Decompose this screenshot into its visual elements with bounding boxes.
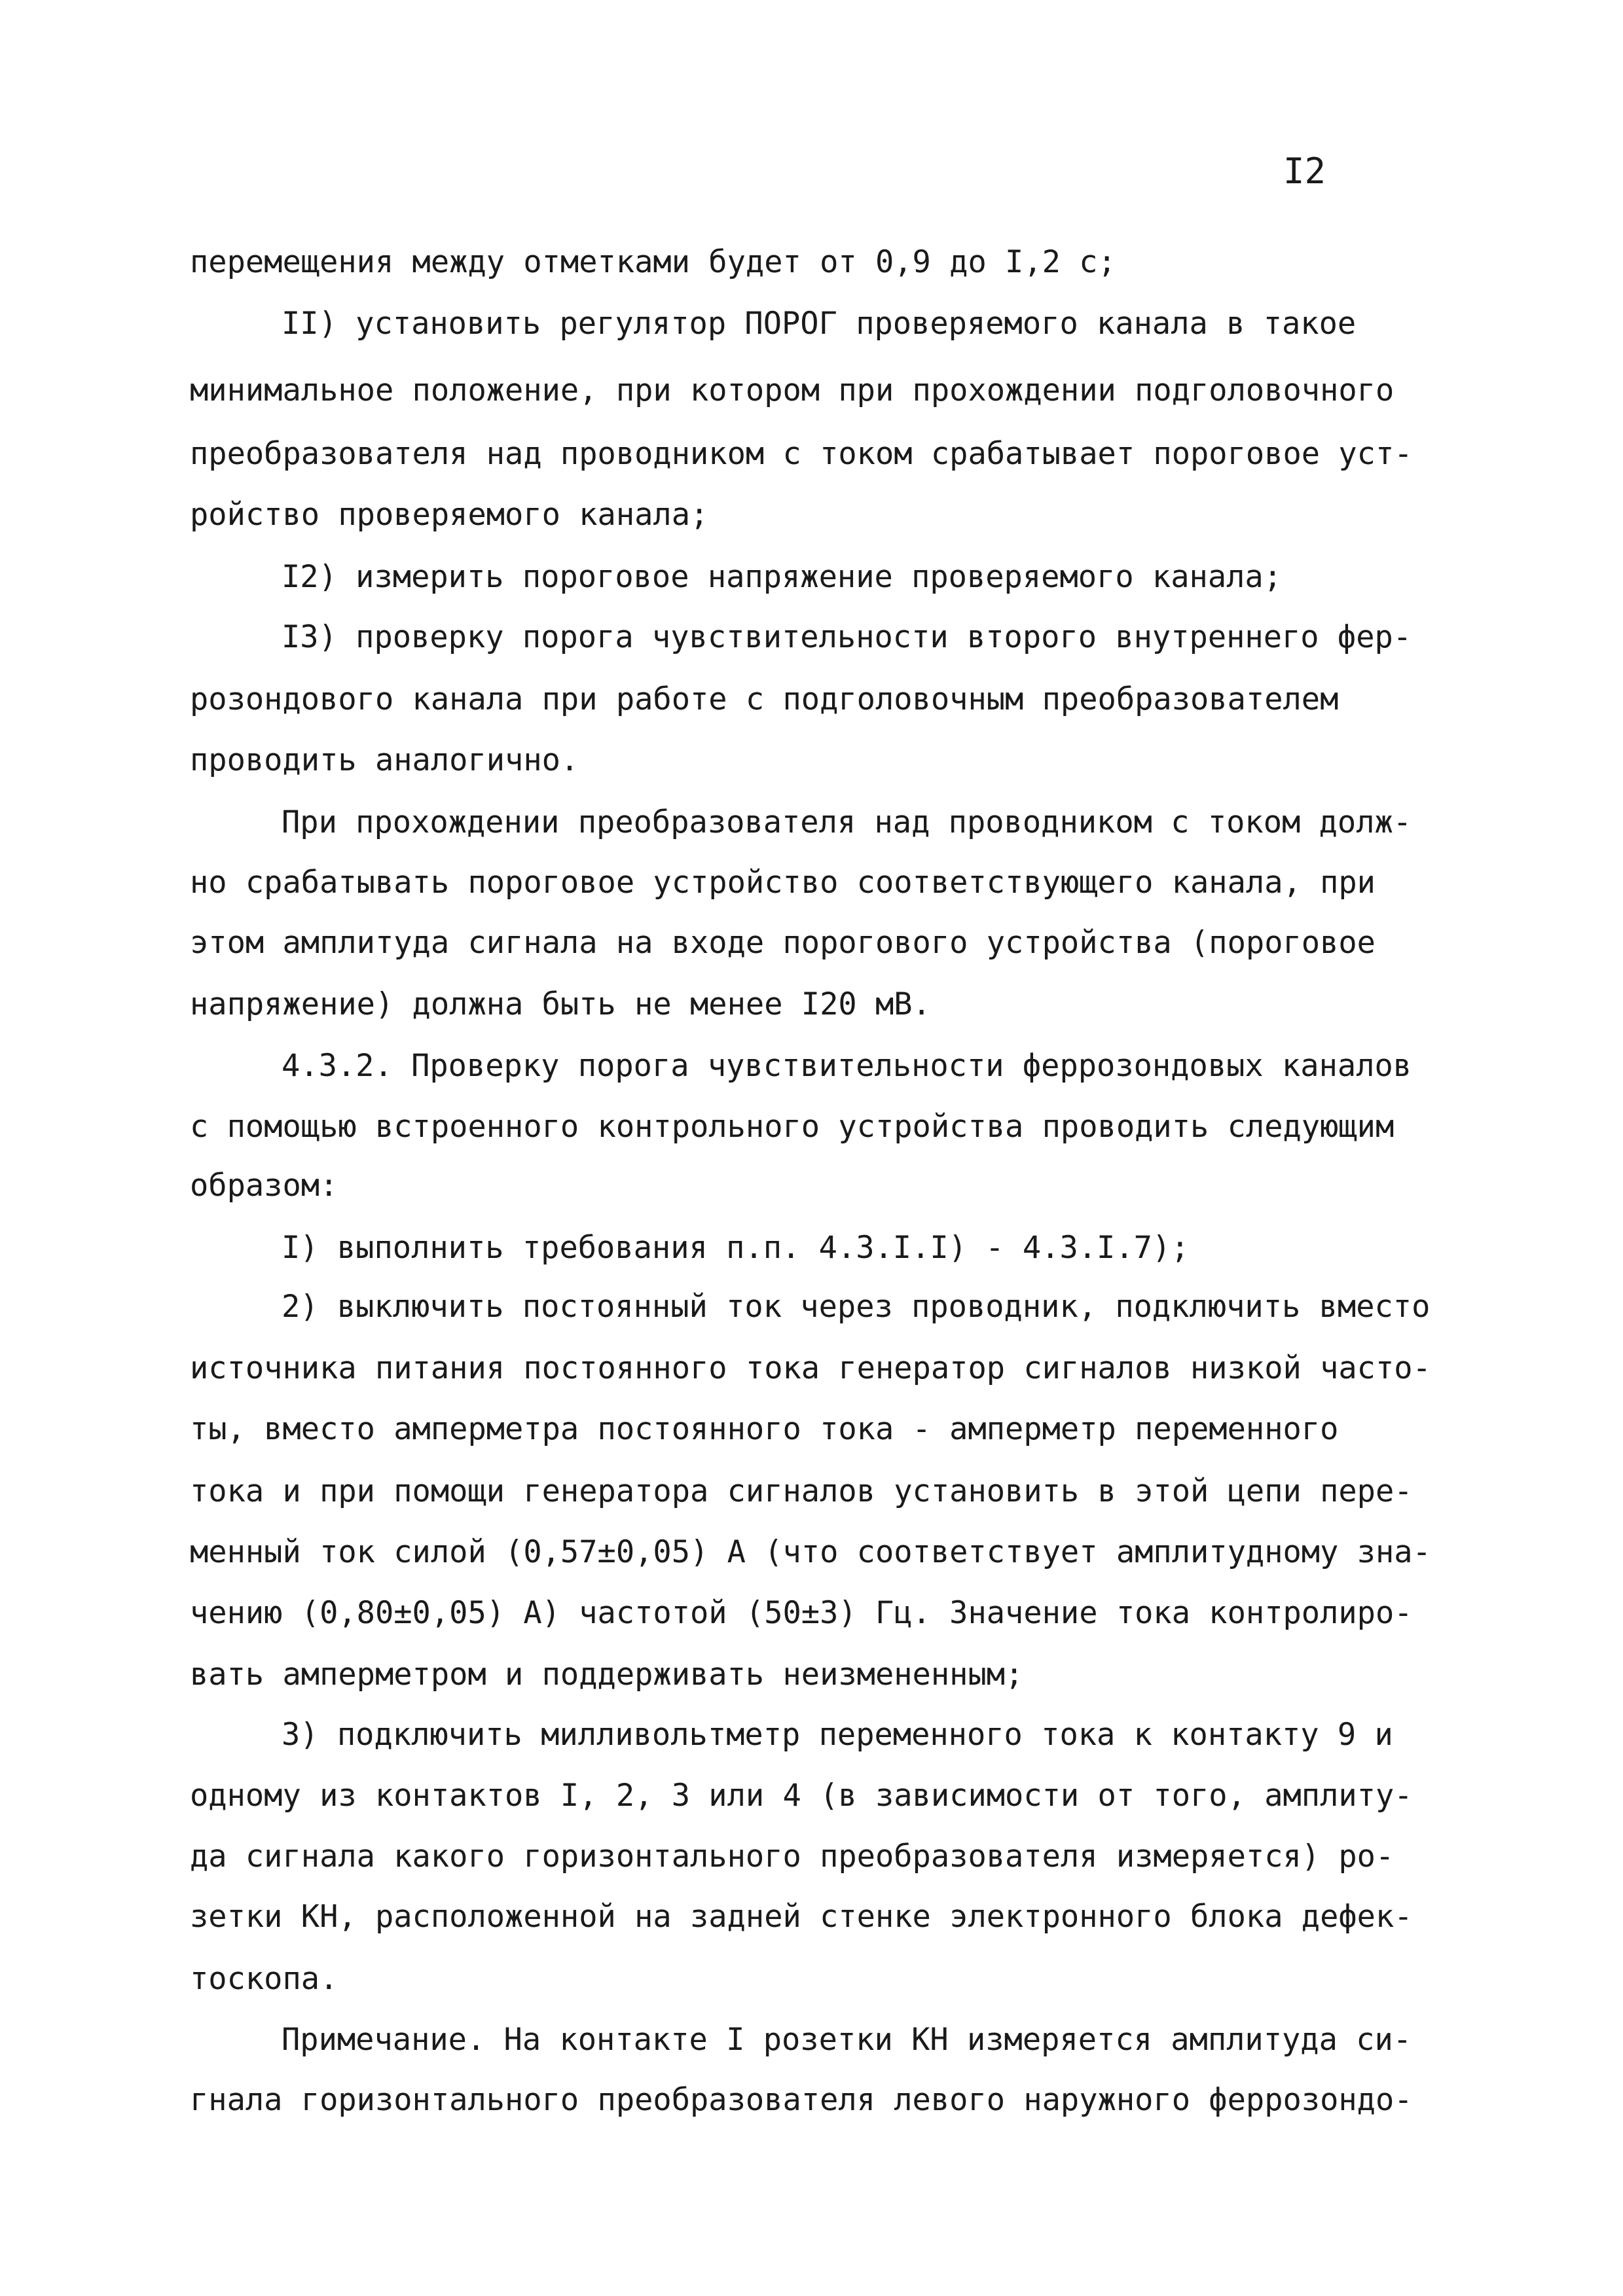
text-line: гнала горизонтального преобразователя левого наружного феррозондо- bbox=[190, 2082, 1413, 2118]
text-line: розондового канала при работе с подголовочным преобразователем bbox=[190, 681, 1339, 717]
page-number: I2 bbox=[1283, 151, 1326, 192]
text-line: тоскопа. bbox=[190, 1961, 338, 1997]
text-line: ты, вместо амперметра постоянного тока - амперметр переменного bbox=[190, 1411, 1339, 1447]
text-line: ройство проверяемого канала; bbox=[190, 497, 709, 533]
text-line: I2) измерить пороговое напряжение проверяемого канала; bbox=[282, 559, 1283, 595]
text-line: напряжение) должна быть не менее I20 мВ. bbox=[190, 986, 931, 1022]
text-line: менный ток силой (0,57±0,05) А (что соответствует амплитудному зна- bbox=[190, 1534, 1431, 1570]
text-line: 2) выключить постоянный ток через проводник, подключить вместо bbox=[282, 1289, 1431, 1325]
text-line: чению (0,80±0,05) А) частотой (50±3) Гц. Значение тока контролиро- bbox=[190, 1595, 1413, 1631]
text-line: При прохождении преобразователя над проводником с током долж- bbox=[282, 804, 1412, 840]
text-line: тока и при помощи генератора сигналов установить в этой цепи пере- bbox=[190, 1473, 1413, 1509]
text-line: одному из контактов I, 2, 3 или 4 (в зависимости от того, амплиту- bbox=[190, 1778, 1413, 1814]
text-line: II) установить регулятор ПОРОГ проверяемого канала в такое bbox=[282, 306, 1357, 342]
text-line: с помощью встроенного контрольного устройства проводить следующим bbox=[190, 1109, 1395, 1145]
note-line: Примечание. На контакте I розетки КН измеряется амплитуда си- bbox=[282, 2022, 1412, 2058]
text-line: I3) проверку порога чувствительности второго внутреннего фер- bbox=[282, 619, 1412, 655]
text-line: источника питания постоянного тока генератор сигналов низкой часто- bbox=[190, 1350, 1431, 1386]
text-line: зетки КН, расположенной на задней стенке электронного блока дефек- bbox=[190, 1899, 1413, 1935]
text-line: перемещения между отметками будет от 0,9 до I,2 с; bbox=[190, 244, 1116, 280]
text-line: I) выполнить требования п.п. 4.3.I.I) - 4.3.I.7); bbox=[282, 1230, 1190, 1266]
text-line: этом амплитуда сигнала на входе порогового устройства (пороговое bbox=[190, 925, 1376, 961]
text-line: но срабатывать пороговое устройство соответствующего канала, при bbox=[190, 865, 1376, 901]
text-line: преобразователя над проводником с током срабатывает пороговое уст- bbox=[190, 436, 1413, 472]
text-line: да сигнала какого горизонтального преобразователя измеряется) ро- bbox=[190, 1839, 1395, 1874]
text-line: 3) подключить милливольтметр переменного тока к контакту 9 и bbox=[282, 1717, 1393, 1753]
section-heading-line: 4.3.2. Проверку порога чувствительности феррозондовых каналов bbox=[282, 1048, 1412, 1084]
text-line: образом: bbox=[190, 1168, 338, 1204]
text-line: вать амперметром и поддерживать неизмененным; bbox=[190, 1657, 1024, 1693]
text-line: проводить аналогично. bbox=[190, 742, 579, 778]
text-line: минимальное положение, при котором при прохождении подголовочного bbox=[190, 372, 1395, 408]
